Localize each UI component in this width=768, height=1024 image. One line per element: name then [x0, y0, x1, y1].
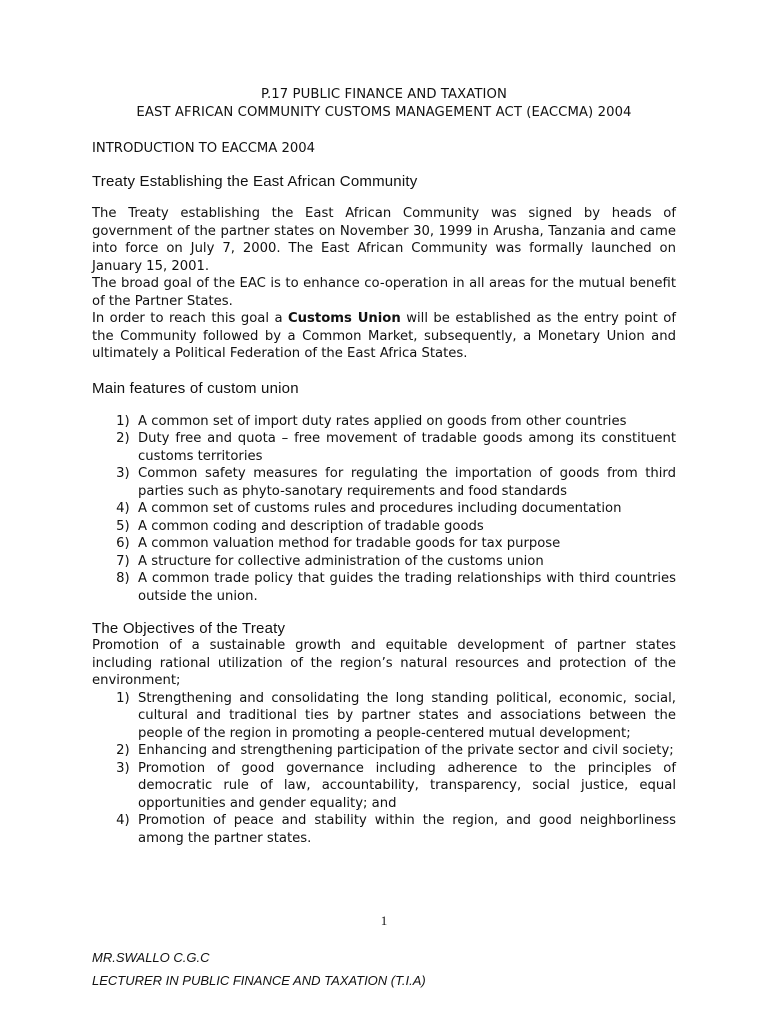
features-list	[92, 413, 676, 606]
document-page	[92, 86, 676, 847]
list-item: 4. A common set of customs rules and procedures including documentation	[138, 500, 676, 518]
page-number: 1	[380, 913, 388, 928]
features-heading: Main features of custom union	[92, 379, 299, 397]
list-item: 7. A structure for collective administration of the customs union	[138, 553, 676, 571]
list-item: 8. A common trade policy that guides the trading relationships with third countries outside the union.	[138, 570, 676, 605]
para3-text-before: In order to reach this goal a	[92, 311, 288, 326]
list-item: 5. A common coding and description of tradable goods	[138, 518, 676, 536]
list-item: 3. Promotion of good governance including adherence to the principles of democratic rule of law, accountability, transparency, social justice, equal opportunities and gender equality; and	[138, 760, 676, 813]
list-item: 1. Strengthening and consolidating the long standing political, economic, social, cultural and traditional ties by partner states and associations between the people of the region in promoting a people-centered mutual development;	[138, 690, 676, 743]
customs-union-term: Customs Union	[287, 311, 401, 326]
list-item: 3. Common safety measures for regulating the importation of goods from third parties such as phyto-sanotary requirements and food standards	[138, 465, 676, 500]
list-item: 1. A common set of import duty rates applied on goods from other countries	[138, 413, 676, 431]
treaty-paragraph-1: The Treaty establishing the East African Community was signed by heads of government of the partner states on November 30, 1999 in Arusha, Tanzania and came into force on July 7, 2000. The East African Community was formally launched on January 15, 2001.	[92, 206, 676, 274]
introduction-heading: INTRODUCTION TO EACCMA 2004	[92, 141, 316, 156]
treaty-paragraph-3	[92, 310, 676, 363]
para3-text-after: will be established as the entry point of the Community followed by a Common Market, subsequently, a Monetary Union and ultimately a Political Federation of the East Africa States.	[92, 311, 676, 361]
list-item: 4. Promotion of peace and stability within the region, and good neighborliness among the partner states.	[138, 812, 676, 847]
document-title: P.17 PUBLIC FINANCE AND TAXATION	[260, 87, 507, 102]
document-subtitle: EAST AFRICAN COMMUNITY CUSTOMS MANAGEMENT ACT (EACCMA) 2004	[136, 105, 632, 120]
objectives-list	[92, 690, 676, 848]
objectives-heading: The Objectives of the Treaty	[92, 620, 286, 637]
list-item: 2. Duty free and quota – free movement of tradable goods among its constituent customs territories	[138, 430, 676, 465]
footer-role: LECTURER IN PUBLIC FINANCE AND TAXATION (T.I.A)	[92, 973, 426, 988]
list-item: 6. A common valuation method for tradable goods for tax purpose	[138, 535, 676, 553]
treaty-body	[92, 205, 676, 363]
footer-author: MR.SWALLO C.G.C	[92, 950, 210, 965]
page-footer	[92, 946, 426, 992]
list-item: 2. Enhancing and strengthening participation of the private sector and civil society;	[138, 742, 676, 760]
treaty-paragraph-2: The broad goal of the EAC is to enhance co-operation in all areas for the mutual benefit of the Partner States.	[92, 276, 676, 309]
treaty-heading: Treaty Establishing the East African Community	[92, 173, 418, 190]
objectives-intro: Promotion of a sustainable growth and equitable development of partner states including rational utilization of the region’s natural resources and protection of the environment;	[92, 638, 676, 688]
